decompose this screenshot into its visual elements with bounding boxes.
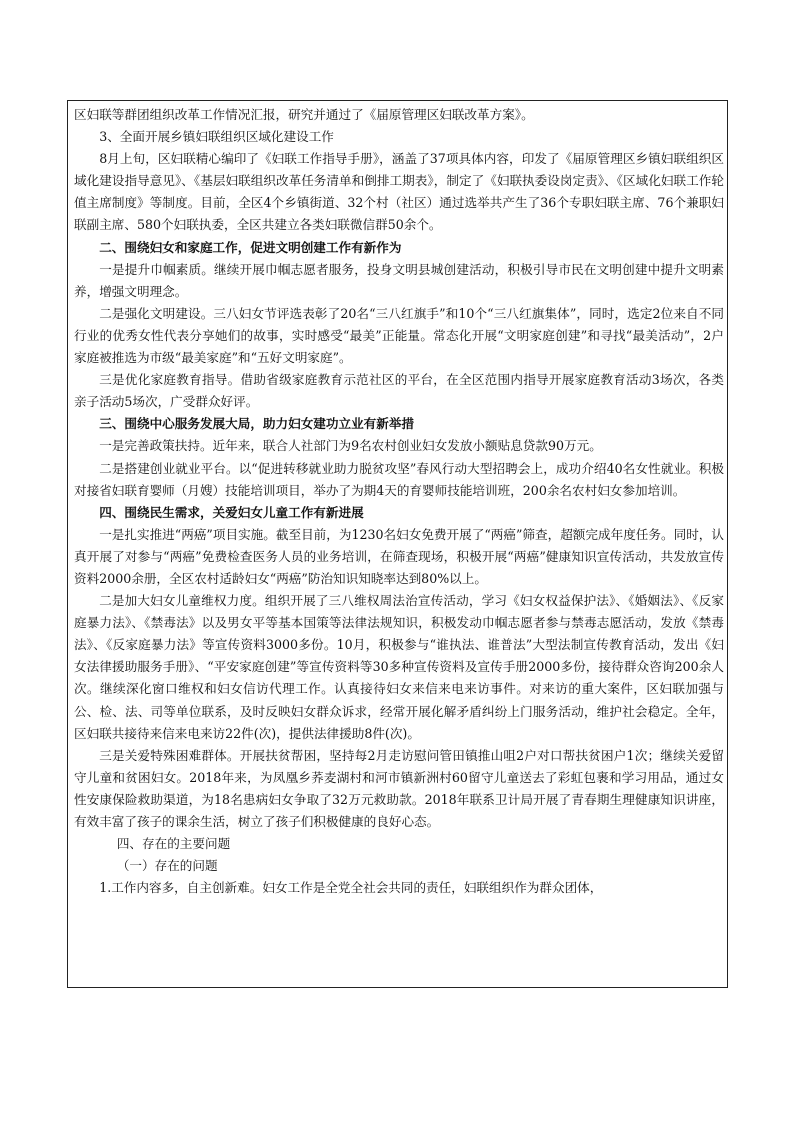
subheading-problems: （一）存在的问题 <box>116 858 218 874</box>
paragraph-policy-support: 一是完善政策扶持。近年来，联合人社部门为9名农村创业妇女发放小额贴息贷款90万元。 <box>99 438 602 454</box>
subheading-regional-construction: 3、全面开展乡镇妇联组织区域化建设工作 <box>99 129 334 145</box>
paragraph-volunteer: 一是提升巾帼素质。继续开展巾帼志愿者服务，投身文明县城创建活动，积极引导市民在文明创建中提升文明素养，增强文明理念。 <box>74 261 724 299</box>
section-heading-3: 三、围绕中心服务发展大局，助力妇女建功立业有新举措 <box>99 416 415 432</box>
section-heading-2: 二、围绕妇女和家庭工作，促进文明创建工作有新作为 <box>99 239 402 255</box>
paragraph-employment-platform: 二是搭建创业就业平台。以“促进转移就业助力脱贫攻坚”春风行动大型招聘会上，成功介绍40名女性就业。积极对接省妇联育婴师（月嫂）技能培训项目，举办了为期4天的育婴师技能培训班，200余名农村妇女参加培训。 <box>74 460 724 498</box>
paragraph-two-cancers: 一是扎实推进“两癌”项目实施。截至目前，为1230名妇女免费开展了“两癌”筛查，超额完成年度任务。同时，认真开展了对参与“两癌”免费检查医务人员的业务培训，在筛查现场，积极开展“两癌”健康知识宣传活动，共发放宣传资料2000余册，全区农村适龄妇女“两癌”防治知识知晓率达到80%以上。 <box>74 526 724 586</box>
paragraph-august-manual: 8月上旬，区妇联精心编印了《妇联工作指导手册》，涵盖了37项具体内容，印发了《届原管理区乡镇妇联组织区域化建设指导意见》、《基层妇联组织改革任务清单和倒排工期表》，制定了《妇联执委设岗定责》、《区域化妇联工作轮值主席制度》等制度。目前，全区4个乡镇街道、32个村（社区）通过选举共产生了36个专职妇联主席、76个兼职妇联副主席、580个妇联执委，全区共建立各类妇联微信群50余个。 <box>74 151 724 233</box>
document-body <box>74 104 724 899</box>
paragraph-rights-protection: 二是加大妇女儿童维权力度。组织开展了三八维权周法治宣传活动，学习《妇女权益保护法》、《婚姻法》、《反家庭暴力法》、《禁毒法》以及男女平等基本国策等法律法规知识，积极发动巾帼志愿者参与禁毒志愿活动，发放《禁毒法》、《反家庭暴力法》等宣传资料3000多份。10月，积极参与“谁执法、谁普法”大型法制宣传教育活动，发出《妇女法律援助服务手册》、“平安家庭创建”等宣传资料等30多种宣传资料及宣传手册2000多份，接待群众咨询200余人次。继续深化窗口维权和妇女信访代理工作。认真接待妇女来信来电来访事件。对来访的重大案件，区妇联加强与公、检、法、司等单位联系，及时反映妇女群众诉求，经常开展化解矛盾纠纷上门服务活动，维护社会稳定。全年，区妇联共接待来信来电来访22件(次)，提供法律援助8件(次)。 <box>74 593 724 741</box>
section-heading-problems: 四、存在的主要问题 <box>116 836 231 852</box>
paragraph-special-groups: 三是关爱特殊困难群体。开展扶贫帮困，坚持每2月走访慰问管田镇推山咀2户对口帮扶贫困户1次；继续关爱留守儿童和贫困妇女。2018年来，为凤凰乡荞麦湖村和河市镇新洲村60留守儿童送去了彩虹包裹和学习用品，通过女性安康保险救助渠道，为18名患病妇女争取了32万元救助款。2018年联系卫计局开展了青春期生理健康知识讲座，有效丰富了孩子的课余生活，树立了孩子们积极健康的良好心态。 <box>74 747 724 829</box>
paragraph-reform-report: 区妇联等群团组织改革工作情况汇报，研究并通过了《届原管理区妇联改革方案》。 <box>74 107 534 122</box>
paragraph-problem-1: 1.工作内容多，自主创新难。妇女工作是全党全社会共同的责任，妇联组织作为群众团体， <box>99 880 603 896</box>
paragraph-family-education: 三是优化家庭教育指导。借助省级家庭教育示范社区的平台，在全区范围内指导开展家庭教育活动3场次，各类亲子活动5场次，广受群众好评。 <box>74 372 724 410</box>
paragraph-civilization: 二是强化文明建设。三八妇女节评选表彰了20名“三八红旗手”和10个“三八红旗集体”，同时，选定2位来自不同行业的优秀女性代表分享她们的故事，实时感受“最美”正能量。常态化开展“文明家庭创建”和寻找“最美活动”，2户家庭被推选为市级“最美家庭”和“五好文明家庭”。 <box>74 305 724 366</box>
section-heading-4: 四、围绕民生需求，关爱妇女儿童工作有新进展 <box>99 504 364 520</box>
